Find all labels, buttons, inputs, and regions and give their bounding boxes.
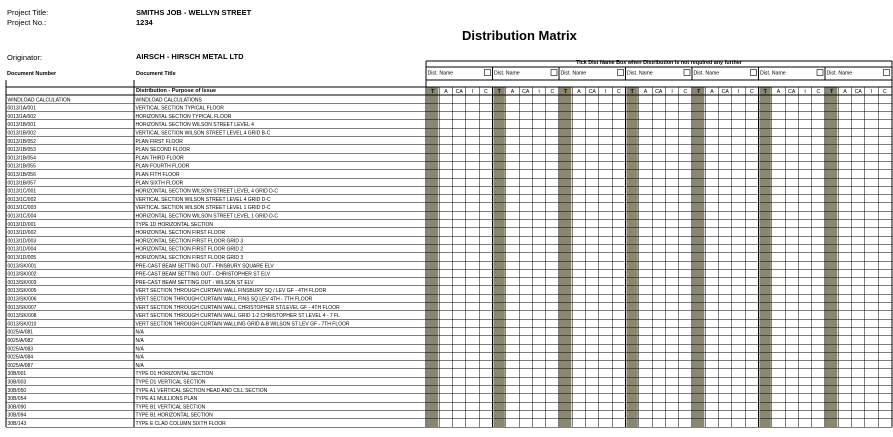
purpose-code-ca: CA [721, 89, 729, 95]
document-title: VERT SECTION THROUGH CURTAIN WALLING GRID A-B WILSON ST LEV GF - 7TH FLOOR [135, 321, 350, 328]
document-title: HORIZONTAL SECTION TYPICAL FLOOR [135, 113, 232, 120]
document-number: 0013/1B/002 [7, 130, 36, 137]
document-number: 0013/1D/003 [7, 238, 37, 245]
document-number: 0013/1B/052 [7, 138, 36, 145]
document-title: PLAN SECOND FLOOR [135, 147, 190, 154]
dist-name-label: Dist. Name [427, 70, 454, 77]
purpose-code-c: C [683, 89, 688, 95]
purpose-code-a: A [710, 89, 714, 95]
shaded-column [627, 87, 638, 427]
purpose-code-ca: CA [788, 89, 796, 95]
matrix-title: Distribution Matrix [462, 28, 577, 43]
document-number: 0013/SK/006 [7, 296, 37, 303]
document-title: TYPE B1 HORIZONTAL SECTION [135, 412, 213, 419]
document-title: VERTICAL SECTION TYPICAL FLOOR [135, 105, 224, 112]
document-title: TYPE 1D HORIZONTAL SECTION [135, 221, 214, 228]
purpose-code-a: A [444, 89, 448, 95]
purpose-code-a: A [510, 89, 515, 95]
purpose-code-c: C [483, 89, 488, 95]
document-title: PRE-CAST BEAM SETTING OUT - FINSBURY SQUARE ELV [135, 263, 274, 270]
document-title: PRE-CAST BEAM SETTING OUT - WILSON ST ELV [135, 279, 254, 286]
document-title: HORIZONTAL SECTION FIRST FLOOR [135, 230, 226, 237]
purpose-code-i: I [538, 89, 540, 95]
purpose-code-t: T [763, 89, 767, 95]
purpose-code-t: T [830, 89, 834, 95]
document-title: PLAN SIXTH FLOOR [135, 180, 184, 187]
purpose-code-c: C [550, 89, 555, 95]
document-title: PLAN FIRST FLOOR [135, 138, 183, 145]
document-title: TYPE D1 HORIZONTAL SECTION [135, 371, 214, 378]
project-no-label: Project No.: [7, 18, 47, 27]
document-number: 0013/1A/002 [7, 113, 36, 120]
dist-name-tick-box[interactable] [751, 70, 757, 76]
purpose-code-t: T [630, 89, 634, 95]
document-number: 0025/A/087 [7, 362, 34, 369]
shaded-column [826, 87, 837, 427]
document-title: VERT SECTION THROUGH CURTAIN WALL GRID 1-2 CHRISTOPHER ST LEVEL 4 - 7 FL [135, 313, 340, 320]
document-title: N/A [135, 329, 144, 336]
purpose-code-c: C [882, 89, 887, 95]
dist-name-label: Dist. Name [826, 70, 853, 77]
document-number: 30B/094 [7, 412, 27, 419]
document-number: 0025/A/081 [7, 329, 34, 336]
shaded-column [427, 87, 438, 427]
document-title: HORIZONTAL SECTION FIRST FLOOR GRID 3 [135, 238, 244, 245]
purpose-code-i: I [870, 89, 873, 95]
purpose-code-ca: CA [588, 89, 596, 95]
purpose-code-i: I [671, 89, 673, 95]
shaded-column [560, 87, 571, 427]
document-number: 0025/A/083 [7, 346, 34, 353]
document-number: 0013/1C/004 [7, 213, 37, 220]
document-title: VERT SECTION THROUGH CURTAIN WALL CHRISTOPHER ST/LEVEL GF - 4TH FLOOR [135, 304, 340, 311]
document-number: 0013/SK/005 [7, 288, 37, 295]
document-title: VERTICAL SECTION WILSON STREET LEVEL 1 GRID D-C [135, 205, 271, 212]
project-title: SMITHS JOB - WELLYN STREET [136, 8, 252, 17]
document-number: 0013/1D/002 [7, 230, 37, 237]
purpose-code-t: T [564, 89, 568, 95]
dist-name-tick-box[interactable] [884, 70, 890, 76]
document-number-header: Document Number [7, 71, 57, 77]
document-title-header: Document Title [136, 71, 176, 77]
dist-name-tick-box[interactable] [618, 70, 624, 76]
dist-name-tick-box[interactable] [485, 70, 491, 76]
document-number: 0013/SK/007 [7, 304, 37, 311]
purpose-code-ca: CA [455, 89, 463, 95]
document-title: N/A [135, 354, 144, 361]
document-title: N/A [135, 346, 144, 353]
document-number: 0013/1D/004 [7, 246, 37, 253]
document-number: 0013/1B/053 [7, 147, 36, 154]
document-title: TYPE B1 VERTICAL SECTION [135, 404, 206, 411]
document-number: 0013/1B/054 [7, 155, 36, 162]
document-title: HORIZONTAL SECTION FIRST FLOOR GRID 2 [135, 246, 244, 253]
document-title: HORIZONTAL SECTION WILSON STREET LEVEL 4 GRID D-C [135, 188, 279, 195]
document-number: 0025/A/084 [7, 354, 34, 361]
document-number: 0013/1B/055 [7, 163, 36, 170]
document-number: 0013/1B/057 [7, 180, 36, 187]
dist-name-label: Dist. Name [560, 70, 587, 77]
document-number: 0013/1B/001 [7, 122, 36, 129]
project-no: 1234 [136, 18, 153, 27]
document-title: HORIZONTAL SECTION FIRST FLOOR GRID 3 [135, 255, 244, 261]
shaded-column [494, 87, 505, 427]
purpose-code-a: A [577, 89, 581, 95]
purpose-code-ca: CA [655, 89, 663, 95]
document-title: TYPE A1 MULLIONS PLAN [135, 396, 198, 403]
document-number: 0013/1B/056 [7, 172, 36, 178]
document-number: 0013/1C/003 [7, 205, 37, 212]
project-title-label: Project Title: [7, 8, 49, 17]
document-number: 0013/1D/005 [7, 255, 37, 261]
document-title: VERTICAL SECTION WILSON STREET LEVEL 4 GRID D-C [135, 196, 271, 203]
document-title: N/A [135, 362, 144, 369]
originator: AIRSCH - HIRSCH METAL LTD [136, 52, 244, 61]
document-number: 0013/1C/002 [7, 196, 37, 203]
purpose-code-ca: CA [522, 89, 530, 95]
document-title: HORIZONTAL SECTION WILSON STREET LEVEL 4 [135, 122, 254, 129]
shaded-column [693, 87, 704, 427]
dist-name-label: Dist. Name [494, 70, 520, 77]
purpose-code-c: C [616, 89, 621, 95]
distribution-purpose-header: Distribution - Purpose of Issue [136, 88, 217, 94]
document-number: 30B/054 [7, 396, 27, 403]
purpose-code-i: I [604, 89, 607, 95]
dist-name-label: Dist. Name [693, 70, 720, 77]
dist-name-tick-box[interactable] [684, 70, 690, 76]
document-title: PLAN FOURTH FLOOR [135, 163, 190, 170]
document-title: WINDLOAD CALCULATIONS [135, 97, 202, 104]
purpose-code-t: T [497, 89, 501, 95]
document-title: PLAN FITH FLOOR [135, 172, 180, 178]
purpose-code-i: I [737, 89, 740, 95]
originator-label: Originator: [7, 53, 43, 62]
document-number: 0013/SK/010 [7, 321, 37, 328]
document-number: 0013/1A/001 [7, 105, 36, 112]
document-number: 0013/SK/003 [7, 279, 37, 286]
document-number: 30B/003 [7, 379, 27, 386]
document-number: 0013/SK/008 [7, 313, 37, 320]
document-title: HORIZONTAL SECTION WILSON STREET LEVEL 1 GRID D-C [135, 213, 279, 220]
purpose-code-t: T [431, 89, 435, 95]
document-title: N/A [135, 338, 144, 344]
shaded-column [760, 87, 771, 427]
dist-name-tick-box[interactable] [817, 70, 823, 76]
purpose-code-c: C [816, 89, 821, 95]
document-title: VERT SECTION THROUGH CURTAIN WALL FINS SQ LEV 4TH - 7TH FLOOR [135, 296, 313, 303]
dist-name-label: Dist. Name [760, 70, 786, 77]
document-title: VERTICAL SECTION WILSON STREET LEVEL 4 GRID B-C [135, 130, 271, 137]
document-number: 0013/1D/001 [7, 221, 37, 228]
document-title: VERT SECTION THROUGH CURTAIN WALL FINSBURY SQ / LEV GF - 4TH FLOOR [135, 288, 327, 295]
document-number: 30B/143 [7, 421, 27, 427]
purpose-code-a: A [643, 89, 648, 95]
purpose-code-t: T [697, 89, 701, 95]
document-number: 0013/SK/002 [7, 271, 37, 278]
document-number: WINDLOAD CALCULATION [7, 97, 71, 104]
document-title: PLAN THIRD FLOOR [135, 155, 184, 162]
document-number: 0013/1C/001 [7, 188, 37, 195]
document-number: 30B/090 [7, 404, 27, 411]
dist-name-tick-box[interactable] [551, 70, 557, 76]
tick-note: Tick Dist Name Box when Distribution is not required any further [576, 60, 742, 66]
purpose-code-c: C [749, 89, 754, 95]
purpose-code-ca: CA [854, 89, 862, 95]
purpose-code-i: I [471, 89, 474, 95]
dist-name-label: Dist. Name [627, 70, 653, 77]
document-title: TYPE E CLAD COLUMN SIXTH FLOOR [135, 421, 226, 427]
document-number: 30B/050 [7, 387, 27, 394]
purpose-code-a: A [776, 89, 781, 95]
purpose-code-a: A [843, 89, 847, 95]
document-title: PRE-CAST BEAM SETTING OUT - CHRISTOPHER ST ELV [135, 271, 271, 278]
document-number: 0013/SK/001 [7, 263, 37, 270]
document-number: 30B/001 [7, 371, 27, 378]
purpose-code-i: I [804, 89, 806, 95]
document-title: TYPE A1 VERTICAL SECTION HEAD AND CILL SECTION [135, 387, 268, 394]
document-title: TYPE D1 VERTICAL SECTION [135, 379, 206, 386]
document-number: 0025/A/082 [7, 338, 34, 344]
